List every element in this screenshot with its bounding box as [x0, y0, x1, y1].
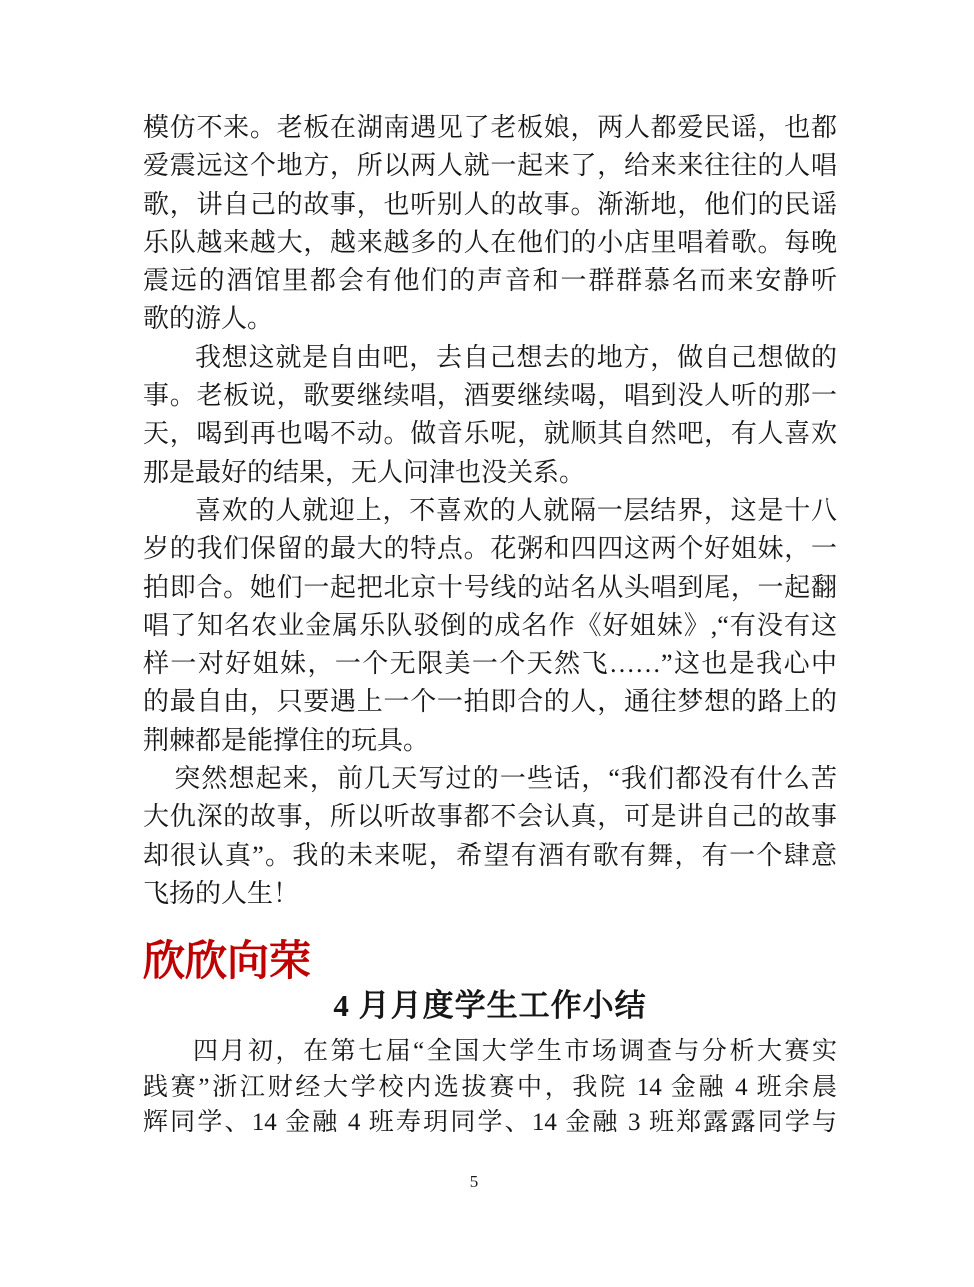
paragraph — [143, 1034, 837, 1141]
text-line: 大仇深的故事，所以听故事都不会认真，可是讲自己的故事 — [143, 802, 837, 832]
text-line: 唱了知名农业金属乐队驳倒的成名作《好姐妹》,“有没有这 — [143, 610, 837, 640]
text-line: 歌的游人。 — [143, 304, 274, 334]
text-line: 歌，讲自己的故事，也听别人的故事。渐渐地，他们的民谣 — [143, 189, 837, 219]
section-paragraphs — [143, 1034, 837, 1141]
text-line: 喜欢的人就迎上，不喜欢的人就隔一层结界，这是十八 — [195, 495, 837, 525]
text-line: 乐队越来越大，越来越多的人在他们的小店里唱着歌。每晚 — [143, 227, 837, 257]
text-line: 样一对好姐妹，一个无限美一个天然飞……”这也是我心中 — [143, 649, 837, 679]
section-title: 欣欣向荣 — [143, 939, 312, 986]
text-line: 爱震远这个地方，所以两人就一起来了，给来来往往的人唱 — [143, 151, 837, 181]
page-number: 5 — [469, 1172, 479, 1191]
paragraph — [143, 760, 837, 913]
text-line: 突然想起来，前几天写过的一些话，“我们都没有什么苦 — [174, 764, 837, 794]
text-line: 四月初，在第七届“全国大学生市场调查与分析大赛实 — [193, 1038, 837, 1066]
text-line: 拍即合。她们一起把北京十号线的站名从头唱到尾，一起翻 — [143, 572, 837, 602]
body-text — [143, 109, 837, 913]
page-content — [143, 109, 837, 1141]
text-line: 那是最好的结果，无人问津也没关系。 — [143, 457, 586, 487]
paragraph — [143, 109, 837, 339]
paragraph — [143, 339, 837, 492]
paragraph — [143, 492, 837, 760]
text-line: 却很认真”。我的未来呢，希望有酒有歌有舞，有一个肆意 — [143, 840, 837, 870]
text-line: 天，喝到再也喝不动。做音乐呢，就顺其自然吧，有人喜欢 — [143, 419, 837, 449]
text-line: 震远的酒馆里都会有他们的声音和一群群慕名而来安静听 — [143, 266, 837, 296]
text-line: 的最自由，只要遇上一个一拍即合的人，通往梦想的路上的 — [143, 687, 837, 717]
text-line: 荆棘都是能撑住的玩具。 — [143, 725, 430, 755]
text-line: 飞扬的人生！ — [143, 878, 300, 908]
text-line: 岁的我们保留的最大的特点。花粥和四四这两个好姐妹，一 — [143, 534, 837, 564]
text-line: 事。老板说，歌要继续唱，酒要继续喝，唱到没人听的那一 — [143, 381, 837, 411]
text-line: 我想这就是自由吧，去自己想去的地方，做自己想做的 — [195, 342, 837, 372]
subsection-title: 4 月月度学生工作小结 — [333, 988, 647, 1024]
text-line: 模仿不来。老板在湖南遇见了老板娘，两人都爱民谣，也都 — [143, 113, 837, 142]
text-line: 践赛”浙江财经大学校内选拔赛中，我院 14 金融 4 班余晨 — [143, 1073, 837, 1101]
text-line: 辉同学、14 金融 4 班寿玥同学、14 金融 3 班郑露露同学与 — [143, 1109, 837, 1137]
